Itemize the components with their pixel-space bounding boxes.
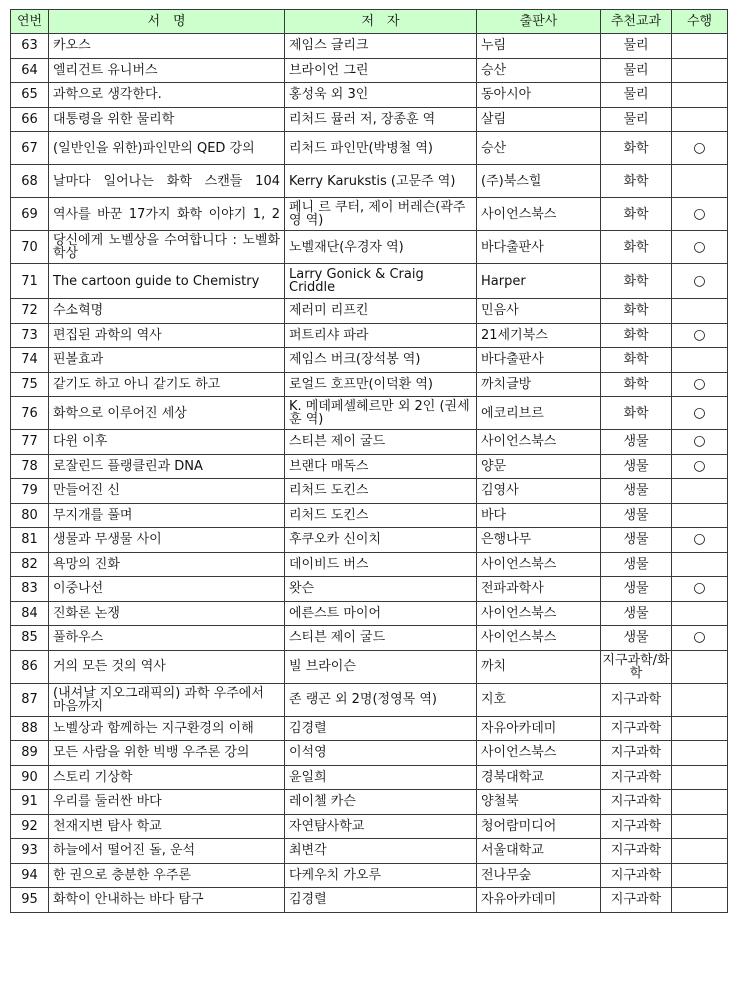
cell-done bbox=[672, 683, 728, 716]
cell-done bbox=[672, 790, 728, 815]
cell-publisher: (주)북스힐 bbox=[477, 165, 601, 198]
table-row bbox=[11, 231, 728, 264]
cell-done bbox=[672, 348, 728, 373]
cell-done bbox=[672, 479, 728, 504]
cell-no: 90 bbox=[11, 765, 49, 790]
cell-publisher: 살림 bbox=[477, 107, 601, 132]
cell-done bbox=[672, 503, 728, 528]
cell-title: 엘리건트 유니버스 bbox=[49, 58, 285, 83]
cell-no: 85 bbox=[11, 626, 49, 651]
cell-subject: 화학 bbox=[601, 348, 672, 373]
cell-author: 노벨재단(우경자 역) bbox=[285, 231, 477, 264]
cell-done bbox=[672, 863, 728, 888]
table-row bbox=[11, 839, 728, 864]
cell-author: 레이첼 카슨 bbox=[285, 790, 477, 815]
cell-publisher: 사이언스북스 bbox=[477, 430, 601, 455]
cell-no: 78 bbox=[11, 454, 49, 479]
cell-no: 70 bbox=[11, 231, 49, 264]
cell-done bbox=[672, 601, 728, 626]
cell-no: 77 bbox=[11, 430, 49, 455]
cell-author: 브라이언 그린 bbox=[285, 58, 477, 83]
cell-title: 편집된 과학의 역사 bbox=[49, 323, 285, 348]
cell-author: 다케우치 가오루 bbox=[285, 863, 477, 888]
cell-title: 만들어진 신 bbox=[49, 479, 285, 504]
cell-done: ○ bbox=[672, 264, 728, 299]
cell-title: 날마다 일어나는 화학 스캔들 104 bbox=[49, 165, 285, 198]
cell-subject: 화학 bbox=[601, 397, 672, 430]
cell-title: 천재지변 탐사 학교 bbox=[49, 814, 285, 839]
cell-subject: 생물 bbox=[601, 626, 672, 651]
cell-title: 대통령을 위한 물리학 bbox=[49, 107, 285, 132]
cell-done bbox=[672, 765, 728, 790]
cell-no: 75 bbox=[11, 372, 49, 397]
cell-title: 하늘에서 떨어진 돌, 운석 bbox=[49, 839, 285, 864]
table-row bbox=[11, 626, 728, 651]
cell-title: 다윈 이후 bbox=[49, 430, 285, 455]
cell-no: 67 bbox=[11, 132, 49, 165]
cell-no: 92 bbox=[11, 814, 49, 839]
cell-subject: 화학 bbox=[601, 323, 672, 348]
cell-subject: 화학 bbox=[601, 198, 672, 231]
cell-subject: 물리 bbox=[601, 107, 672, 132]
cell-publisher: 까치글방 bbox=[477, 372, 601, 397]
cell-author: 리처드 도킨스 bbox=[285, 503, 477, 528]
cell-publisher: 자유아카데미 bbox=[477, 888, 601, 913]
cell-publisher: 사이언스북스 bbox=[477, 552, 601, 577]
header-title: 서 명 bbox=[49, 10, 285, 34]
cell-subject: 생물 bbox=[601, 430, 672, 455]
cell-publisher: 양철북 bbox=[477, 790, 601, 815]
cell-no: 80 bbox=[11, 503, 49, 528]
cell-title: 거의 모든 것의 역사 bbox=[49, 650, 285, 683]
cell-subject: 지구과학 bbox=[601, 863, 672, 888]
cell-subject: 화학 bbox=[601, 372, 672, 397]
table-row bbox=[11, 528, 728, 553]
cell-author: 빌 브라이슨 bbox=[285, 650, 477, 683]
cell-publisher: 누림 bbox=[477, 34, 601, 59]
cell-done: ○ bbox=[672, 323, 728, 348]
reading-list-table bbox=[10, 9, 728, 913]
table-row bbox=[11, 58, 728, 83]
cell-title: 노벨상과 함께하는 지구환경의 이해 bbox=[49, 716, 285, 741]
cell-subject: 지구과학 bbox=[601, 683, 672, 716]
cell-publisher: 전나무숲 bbox=[477, 863, 601, 888]
cell-subject: 화학 bbox=[601, 299, 672, 324]
cell-no: 91 bbox=[11, 790, 49, 815]
table-row bbox=[11, 552, 728, 577]
cell-no: 79 bbox=[11, 479, 49, 504]
cell-subject: 생물 bbox=[601, 479, 672, 504]
table-row bbox=[11, 430, 728, 455]
table-row bbox=[11, 716, 728, 741]
cell-done bbox=[672, 107, 728, 132]
cell-title: 모든 사람을 위한 빅뱅 우주론 강의 bbox=[49, 741, 285, 766]
cell-publisher: 승산 bbox=[477, 58, 601, 83]
cell-subject: 화학 bbox=[601, 231, 672, 264]
cell-author: 자연탐사학교 bbox=[285, 814, 477, 839]
header-row bbox=[11, 10, 728, 34]
cell-author: 페니 르 쿠터, 제이 버레슨(곽주영 역) bbox=[285, 198, 477, 231]
cell-no: 89 bbox=[11, 741, 49, 766]
cell-author: K. 메데페셀헤르만 외 2인 (권세훈 역) bbox=[285, 397, 477, 430]
cell-publisher: 동아시아 bbox=[477, 83, 601, 108]
cell-publisher: 자유아카데미 bbox=[477, 716, 601, 741]
cell-author: 김경렬 bbox=[285, 716, 477, 741]
cell-done bbox=[672, 58, 728, 83]
cell-subject: 생물 bbox=[601, 552, 672, 577]
cell-subject: 지구과학 bbox=[601, 765, 672, 790]
table-row bbox=[11, 348, 728, 373]
table-row bbox=[11, 107, 728, 132]
cell-title: 수소혁명 bbox=[49, 299, 285, 324]
cell-done bbox=[672, 83, 728, 108]
cell-publisher: 까치 bbox=[477, 650, 601, 683]
cell-title: 무지개를 풀며 bbox=[49, 503, 285, 528]
cell-subject: 생물 bbox=[601, 577, 672, 602]
cell-title: 로잘린드 플랭클린과 DNA bbox=[49, 454, 285, 479]
cell-author: 최변각 bbox=[285, 839, 477, 864]
cell-title: 화학으로 이루어진 세상 bbox=[49, 397, 285, 430]
cell-author: 리처드 도킨스 bbox=[285, 479, 477, 504]
cell-subject: 화학 bbox=[601, 165, 672, 198]
cell-author: 제러미 리프킨 bbox=[285, 299, 477, 324]
cell-title: 핀볼효과 bbox=[49, 348, 285, 373]
cell-publisher: 전파과학사 bbox=[477, 577, 601, 602]
cell-author: 에른스트 마이어 bbox=[285, 601, 477, 626]
cell-subject: 지구과학 bbox=[601, 839, 672, 864]
cell-no: 87 bbox=[11, 683, 49, 716]
cell-subject: 물리 bbox=[601, 34, 672, 59]
table-row bbox=[11, 577, 728, 602]
cell-author: 왓슨 bbox=[285, 577, 477, 602]
cell-no: 94 bbox=[11, 863, 49, 888]
table-row bbox=[11, 34, 728, 59]
cell-done: ○ bbox=[672, 231, 728, 264]
table-row bbox=[11, 683, 728, 716]
cell-publisher: 김영사 bbox=[477, 479, 601, 504]
cell-publisher: 바다출판사 bbox=[477, 231, 601, 264]
cell-no: 66 bbox=[11, 107, 49, 132]
cell-author: 제임스 글리크 bbox=[285, 34, 477, 59]
table-row bbox=[11, 863, 728, 888]
cell-publisher: Harper bbox=[477, 264, 601, 299]
cell-no: 93 bbox=[11, 839, 49, 864]
cell-author: 스티븐 제이 굴드 bbox=[285, 430, 477, 455]
table-row bbox=[11, 132, 728, 165]
cell-subject: 물리 bbox=[601, 58, 672, 83]
cell-no: 63 bbox=[11, 34, 49, 59]
cell-no: 95 bbox=[11, 888, 49, 913]
cell-publisher: 에코리브르 bbox=[477, 397, 601, 430]
cell-author: 로얼드 호프만(이덕환 역) bbox=[285, 372, 477, 397]
cell-publisher: 승산 bbox=[477, 132, 601, 165]
cell-no: 69 bbox=[11, 198, 49, 231]
cell-author: Larry Gonick & Craig Criddle bbox=[285, 264, 477, 299]
cell-title: 우리를 둘러싼 바다 bbox=[49, 790, 285, 815]
cell-title: 한 권으로 충분한 우주론 bbox=[49, 863, 285, 888]
cell-publisher: 사이언스북스 bbox=[477, 741, 601, 766]
cell-publisher: 은행나무 bbox=[477, 528, 601, 553]
cell-publisher: 사이언스북스 bbox=[477, 626, 601, 651]
table-row bbox=[11, 479, 728, 504]
cell-publisher: 사이언스북스 bbox=[477, 601, 601, 626]
cell-done: ○ bbox=[672, 198, 728, 231]
table-row bbox=[11, 372, 728, 397]
cell-title: 카오스 bbox=[49, 34, 285, 59]
cell-done: ○ bbox=[672, 397, 728, 430]
cell-subject: 생물 bbox=[601, 503, 672, 528]
table-row bbox=[11, 397, 728, 430]
cell-author: 브랜다 매독스 bbox=[285, 454, 477, 479]
cell-author: 데이비드 버스 bbox=[285, 552, 477, 577]
cell-publisher: 양문 bbox=[477, 454, 601, 479]
cell-publisher: 서울대학교 bbox=[477, 839, 601, 864]
cell-subject: 지구과학/화학 bbox=[601, 650, 672, 683]
cell-done bbox=[672, 814, 728, 839]
cell-done: ○ bbox=[672, 372, 728, 397]
cell-no: 71 bbox=[11, 264, 49, 299]
cell-subject: 생물 bbox=[601, 528, 672, 553]
table-row bbox=[11, 165, 728, 198]
cell-subject: 지구과학 bbox=[601, 716, 672, 741]
cell-title: 욕망의 진화 bbox=[49, 552, 285, 577]
cell-author: 김경렬 bbox=[285, 888, 477, 913]
cell-title: 역사를 바꾼 17가지 화학 이야기 1, 2 bbox=[49, 198, 285, 231]
cell-publisher: 바다 bbox=[477, 503, 601, 528]
cell-done bbox=[672, 299, 728, 324]
cell-author: 존 랭곤 외 2명(정영목 역) bbox=[285, 683, 477, 716]
cell-subject: 생물 bbox=[601, 454, 672, 479]
cell-subject: 화학 bbox=[601, 132, 672, 165]
cell-title: 진화론 논쟁 bbox=[49, 601, 285, 626]
header-author: 저 자 bbox=[285, 10, 477, 34]
header-no: 연번 bbox=[11, 10, 49, 34]
cell-title: (일반인을 위한)파인만의 QED 강의 bbox=[49, 132, 285, 165]
cell-done bbox=[672, 34, 728, 59]
cell-done: ○ bbox=[672, 528, 728, 553]
cell-author: 제임스 버크(장석봉 역) bbox=[285, 348, 477, 373]
cell-no: 86 bbox=[11, 650, 49, 683]
cell-no: 65 bbox=[11, 83, 49, 108]
table-row bbox=[11, 814, 728, 839]
table-row bbox=[11, 741, 728, 766]
cell-title: 화학이 안내하는 바다 탐구 bbox=[49, 888, 285, 913]
cell-no: 68 bbox=[11, 165, 49, 198]
cell-done: ○ bbox=[672, 626, 728, 651]
cell-author: 리처드 뮬러 저, 장종훈 역 bbox=[285, 107, 477, 132]
cell-title: The cartoon guide to Chemistry bbox=[49, 264, 285, 299]
cell-done bbox=[672, 650, 728, 683]
table-row bbox=[11, 264, 728, 299]
cell-title: 이중나선 bbox=[49, 577, 285, 602]
table-row bbox=[11, 198, 728, 231]
cell-title: 당신에게 노벨상을 수여합니다 : 노벨화학상 bbox=[49, 231, 285, 264]
cell-no: 73 bbox=[11, 323, 49, 348]
cell-no: 84 bbox=[11, 601, 49, 626]
cell-subject: 생물 bbox=[601, 601, 672, 626]
cell-author: 후쿠오카 신이치 bbox=[285, 528, 477, 553]
table-row bbox=[11, 323, 728, 348]
table-row bbox=[11, 888, 728, 913]
cell-done bbox=[672, 716, 728, 741]
table-row bbox=[11, 503, 728, 528]
cell-publisher: 청어람미디어 bbox=[477, 814, 601, 839]
cell-done: ○ bbox=[672, 132, 728, 165]
table-row bbox=[11, 765, 728, 790]
cell-no: 83 bbox=[11, 577, 49, 602]
cell-done bbox=[672, 839, 728, 864]
cell-title: 같기도 하고 아니 같기도 하고 bbox=[49, 372, 285, 397]
table-row bbox=[11, 790, 728, 815]
cell-done bbox=[672, 552, 728, 577]
cell-done: ○ bbox=[672, 577, 728, 602]
cell-author: 리처드 파인만(박병철 역) bbox=[285, 132, 477, 165]
header-publisher: 출판사 bbox=[477, 10, 601, 34]
cell-done: ○ bbox=[672, 430, 728, 455]
cell-subject: 화학 bbox=[601, 264, 672, 299]
header-subject: 추천교과 bbox=[601, 10, 672, 34]
cell-subject: 지구과학 bbox=[601, 888, 672, 913]
table-row bbox=[11, 601, 728, 626]
cell-done: ○ bbox=[672, 454, 728, 479]
cell-subject: 물리 bbox=[601, 83, 672, 108]
cell-author: 이석영 bbox=[285, 741, 477, 766]
table-row bbox=[11, 299, 728, 324]
cell-publisher: 경북대학교 bbox=[477, 765, 601, 790]
cell-no: 88 bbox=[11, 716, 49, 741]
cell-publisher: 21세기북스 bbox=[477, 323, 601, 348]
cell-publisher: 사이언스북스 bbox=[477, 198, 601, 231]
table-row bbox=[11, 650, 728, 683]
cell-done bbox=[672, 741, 728, 766]
cell-done bbox=[672, 165, 728, 198]
table-row bbox=[11, 83, 728, 108]
cell-no: 82 bbox=[11, 552, 49, 577]
cell-publisher: 바다출판사 bbox=[477, 348, 601, 373]
cell-no: 72 bbox=[11, 299, 49, 324]
cell-author: 스티븐 제이 굴드 bbox=[285, 626, 477, 651]
cell-author: 윤일희 bbox=[285, 765, 477, 790]
cell-no: 64 bbox=[11, 58, 49, 83]
cell-subject: 지구과학 bbox=[601, 741, 672, 766]
cell-subject: 지구과학 bbox=[601, 814, 672, 839]
cell-title: (내셔날 지오그래픽의) 과학 우주에서 마음까지 bbox=[49, 683, 285, 716]
cell-title: 생물과 무생물 사이 bbox=[49, 528, 285, 553]
cell-no: 74 bbox=[11, 348, 49, 373]
table-row bbox=[11, 454, 728, 479]
cell-author: 퍼트리샤 파라 bbox=[285, 323, 477, 348]
header-done: 수행 bbox=[672, 10, 728, 34]
cell-title: 과학으로 생각한다. bbox=[49, 83, 285, 108]
cell-no: 76 bbox=[11, 397, 49, 430]
cell-author: Kerry Karukstis (고문주 역) bbox=[285, 165, 477, 198]
cell-title: 스토리 기상학 bbox=[49, 765, 285, 790]
cell-done bbox=[672, 888, 728, 913]
cell-title: 풀하우스 bbox=[49, 626, 285, 651]
cell-publisher: 지호 bbox=[477, 683, 601, 716]
cell-publisher: 민음사 bbox=[477, 299, 601, 324]
cell-no: 81 bbox=[11, 528, 49, 553]
cell-subject: 지구과학 bbox=[601, 790, 672, 815]
cell-author: 홍성욱 외 3인 bbox=[285, 83, 477, 108]
